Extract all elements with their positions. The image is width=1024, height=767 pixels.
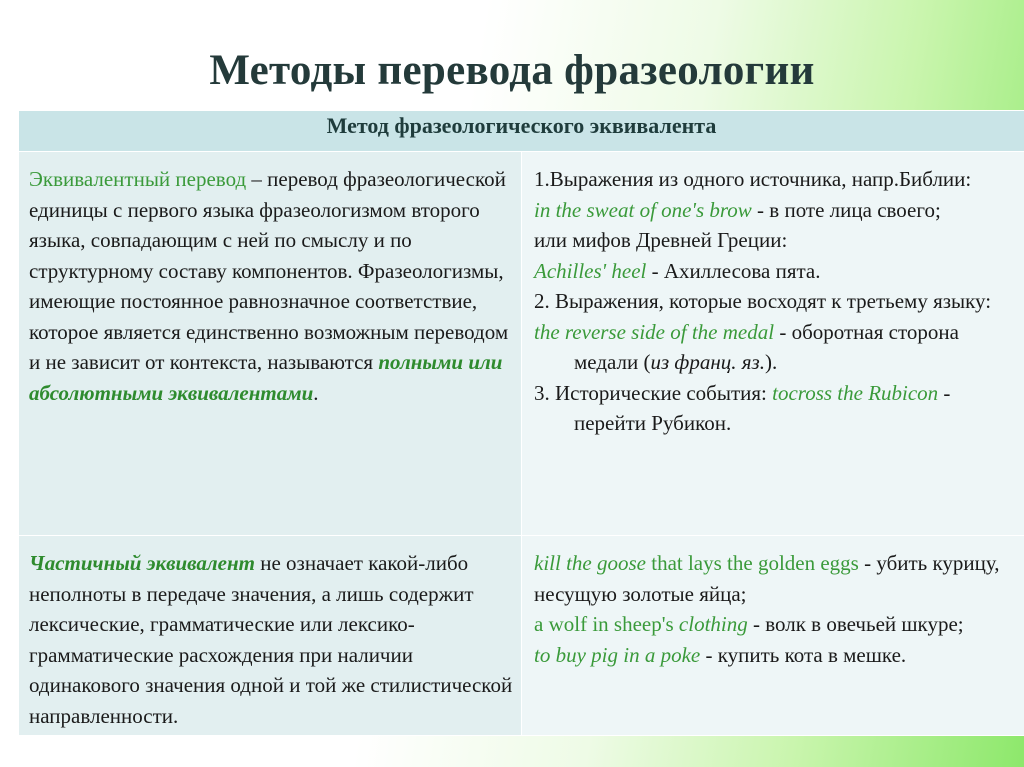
slide-title: Методы перевода фразеологии bbox=[209, 47, 815, 94]
example-russian: - купить кота в мешке. bbox=[700, 642, 907, 667]
equivalent-translation-cell bbox=[19, 152, 522, 536]
equivalent-examples-cell bbox=[522, 152, 1024, 536]
list-item bbox=[534, 548, 1018, 609]
partial-equivalent-term: Частичный эквивалент bbox=[29, 551, 255, 575]
partial-equivalent-definition: не означает какой-либо неполноты в передаче значения, а лишь содержит лексические, грамматические или лексико-грамматические расхождения при наличии одинакового значения одной и той же стилистической направленности. bbox=[29, 551, 513, 728]
example-russian: - убить курицу, несущую золотые яйца; bbox=[534, 551, 1000, 606]
partial-examples-cell bbox=[522, 536, 1024, 736]
example-english: the reverse side of the medal bbox=[534, 319, 775, 344]
example-russian: - оборотная сторона медали ( bbox=[574, 319, 959, 374]
example-english: tocross the Rubicon bbox=[772, 380, 939, 405]
methods-table bbox=[18, 110, 1024, 736]
table-row bbox=[19, 152, 1024, 536]
example-russian: - волк в овечьей шкуре; bbox=[747, 612, 964, 636]
example-english: a wolf in sheep's bbox=[534, 612, 679, 636]
example-english: in the sweat of one's brow bbox=[534, 197, 752, 222]
example-english-cont: that lays the golden eggs bbox=[645, 551, 859, 575]
example-russian: - Ахиллесова пята. bbox=[646, 258, 821, 283]
list-item-label: 3. Исторические события: bbox=[534, 380, 773, 405]
example-english: to buy pig in a poke bbox=[534, 642, 701, 667]
list-item: 2. Выражения, которые восходят к третьему языку: bbox=[534, 289, 992, 313]
list-item bbox=[534, 609, 1018, 640]
example-note-close: ). bbox=[764, 350, 778, 374]
partial-equivalent-cell bbox=[19, 536, 522, 736]
example-russian: - в поте лица своего; bbox=[751, 197, 941, 222]
list-item: или мифов Древней Греции: bbox=[534, 228, 788, 252]
example-english: Achilles' heel bbox=[534, 258, 647, 283]
example-russian: - перейти Рубикон. bbox=[574, 380, 951, 435]
absolute-equivalents-term: полными или абсолютными эквивалентами bbox=[29, 350, 503, 405]
list-item bbox=[534, 256, 1018, 287]
equivalent-translation-definition: – перевод фразеологической единицы с первого языка фразеологизмом второго языка, совпадающим с ней по смыслу и по структурному составу компонентов. Фразеологизмы, имеющие постоянное равнозначное соответствие, которое является единственно возможным переводом и не зависит от контекста, называются bbox=[29, 167, 509, 374]
list-item bbox=[534, 195, 1018, 226]
table-header: Метод фразеологического эквивалента bbox=[19, 111, 1024, 152]
example-note: из франц. яз. bbox=[650, 350, 765, 374]
example-english: kill the goose bbox=[534, 551, 646, 575]
list-item bbox=[534, 640, 1018, 671]
definition-end: . bbox=[313, 380, 319, 405]
list-item bbox=[534, 317, 1018, 378]
list-item: 1.Выражения из одного источника, напр.Библии: bbox=[534, 167, 972, 191]
list-item bbox=[534, 378, 1018, 439]
table-header-row bbox=[19, 111, 1024, 152]
table-row bbox=[19, 536, 1024, 736]
equivalent-translation-term: Эквивалентный перевод bbox=[29, 167, 247, 191]
example-english-cont: clothing bbox=[678, 612, 748, 636]
